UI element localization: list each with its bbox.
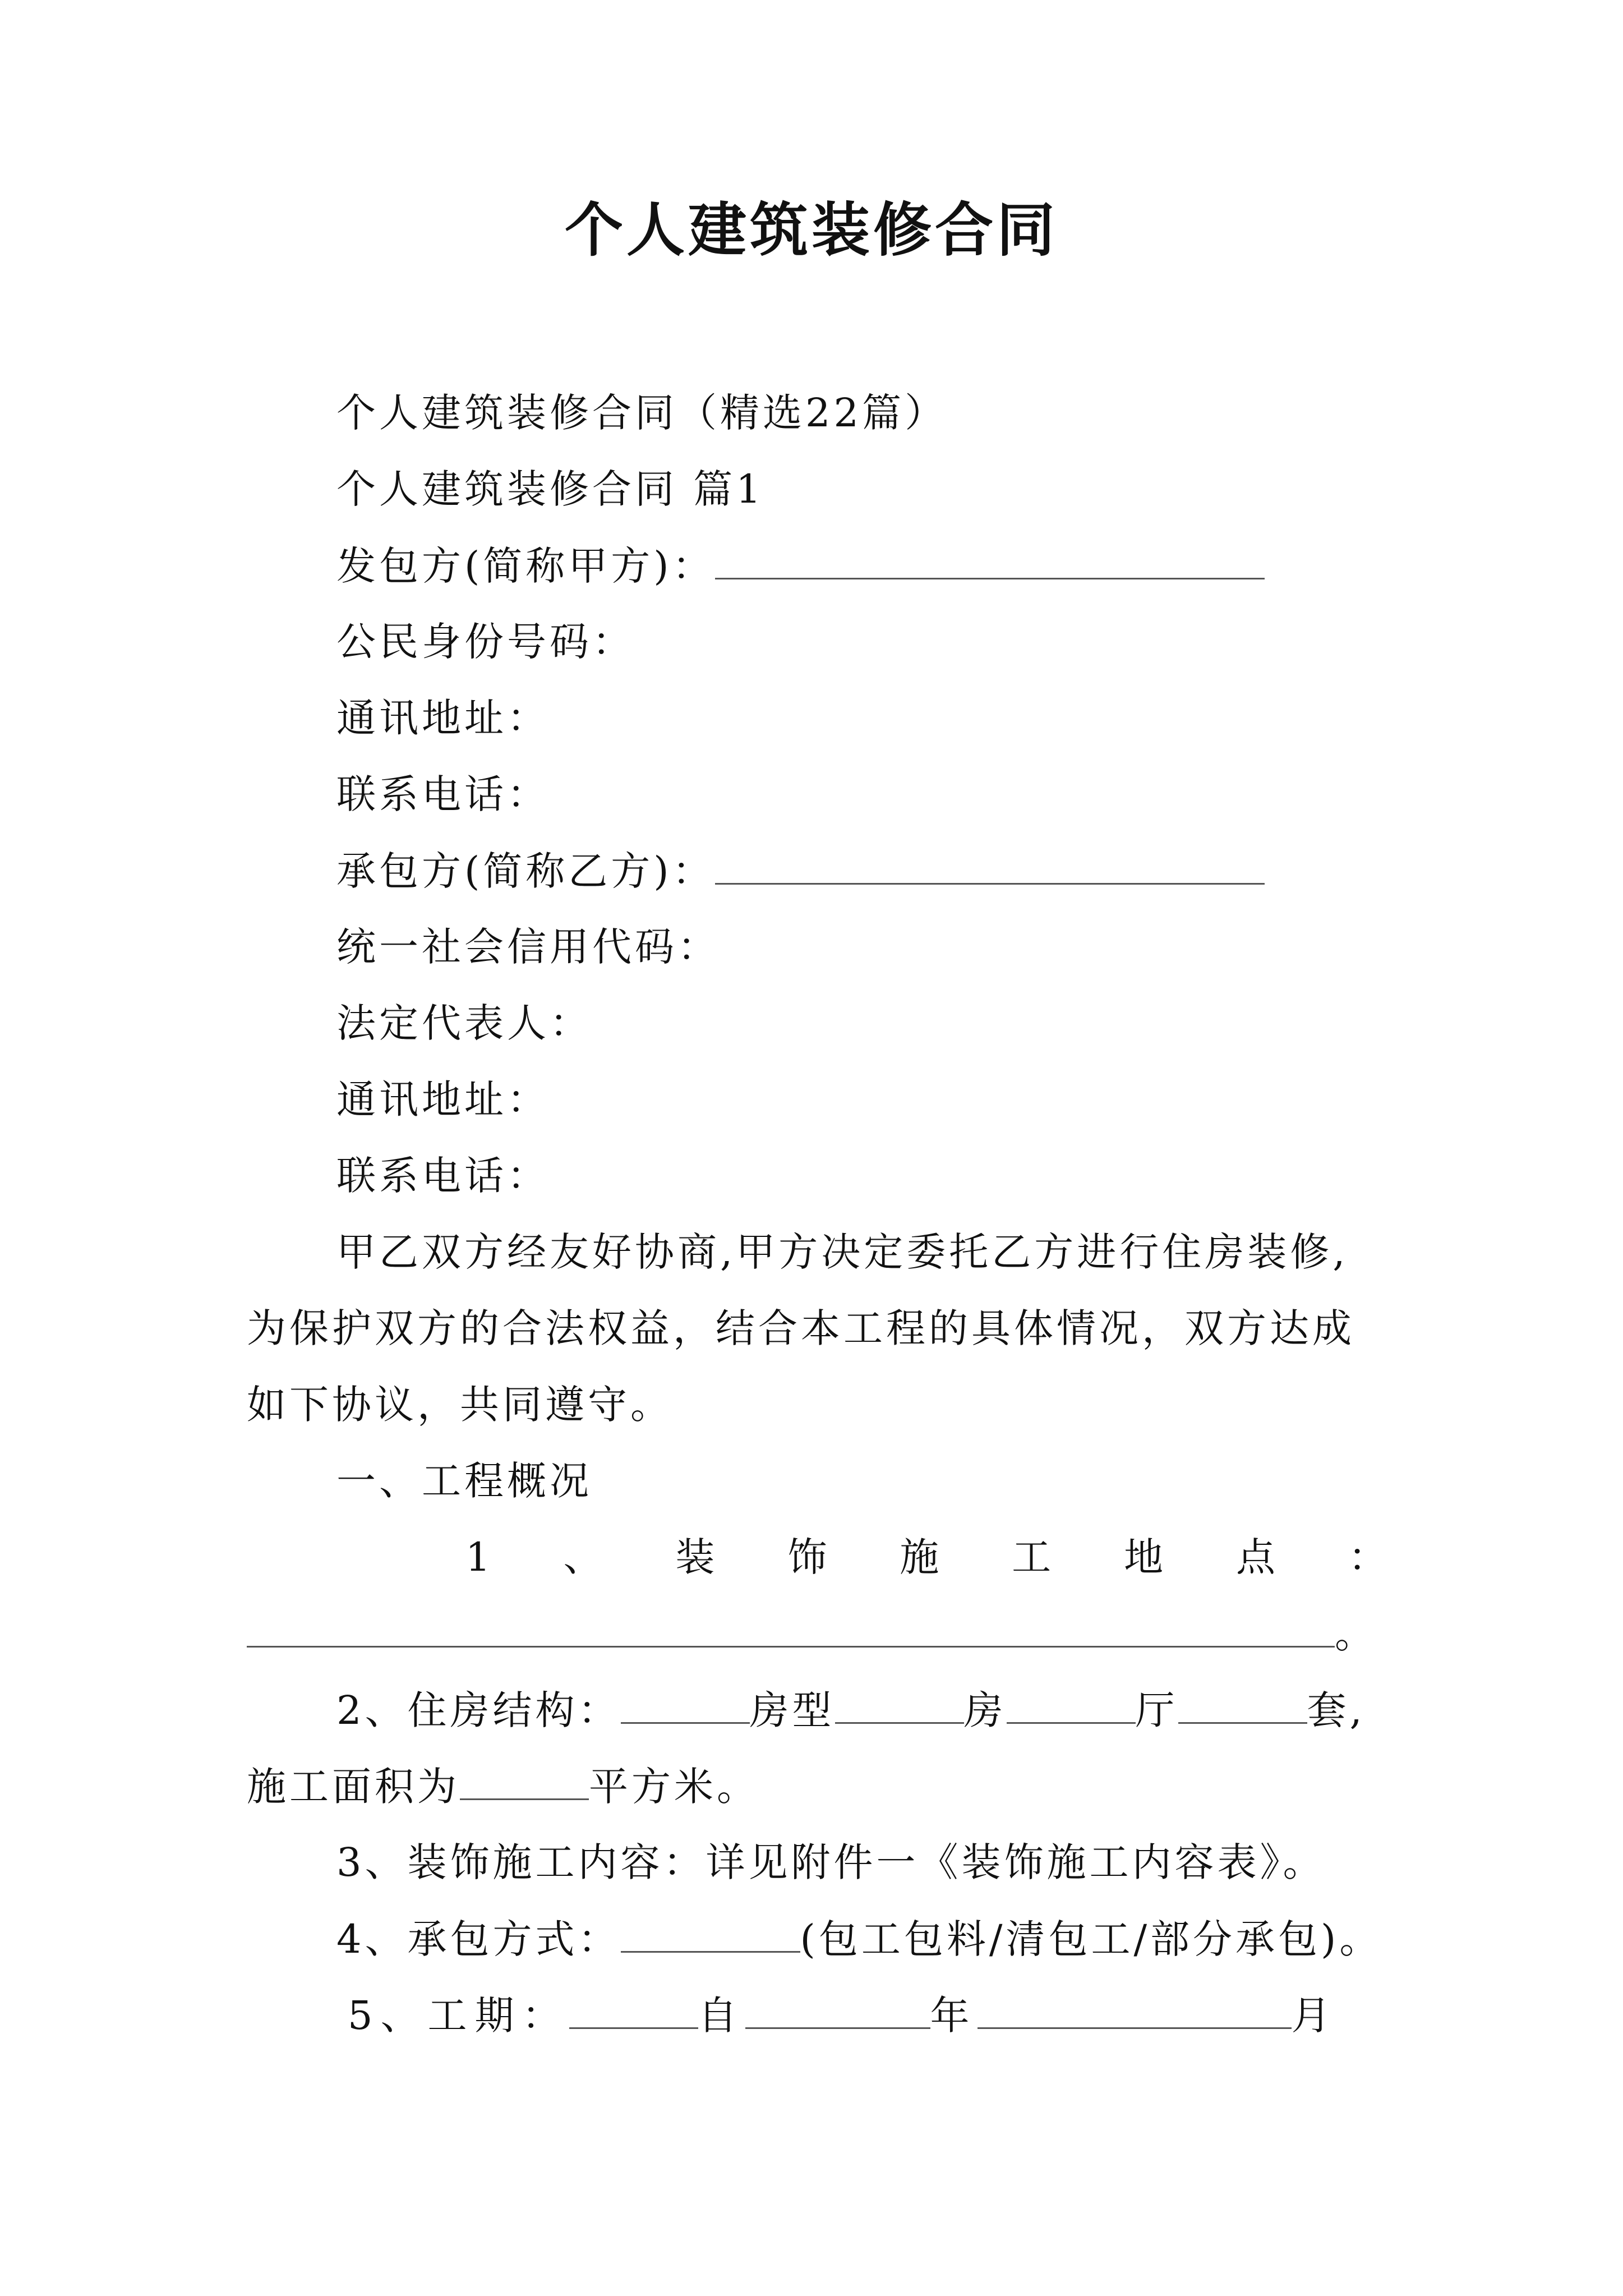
item5-nian: 年 xyxy=(930,1993,978,2039)
item1-char: 点 xyxy=(1236,1534,1279,1580)
credit-code-label: 统一社会信用代码： xyxy=(336,924,720,970)
item1-address-line xyxy=(247,1605,1377,1662)
start-month-blank[interactable] xyxy=(978,1987,1292,2029)
party-a-label: 发包方(简称甲方)： xyxy=(336,543,715,589)
item5-yue: 月 xyxy=(1291,1993,1339,2039)
party-b-line xyxy=(336,843,1265,899)
address-b-label: 通讯地址： xyxy=(336,1076,550,1122)
rooms-blank[interactable] xyxy=(835,1682,964,1724)
party-b-blank[interactable] xyxy=(715,843,1265,885)
document-title: 个人建筑装修合同 xyxy=(564,195,1058,264)
address-a-label: 通讯地址： xyxy=(336,695,550,741)
item1-char: 装 xyxy=(675,1534,718,1580)
item1-char: 1 xyxy=(465,1534,494,1580)
party-a-blank[interactable] xyxy=(715,537,1265,579)
item2-prefix: 2、住房结构： xyxy=(336,1687,621,1733)
item2-area-line xyxy=(247,1758,759,1815)
contract-method-blank[interactable] xyxy=(621,1911,800,1953)
item1-char: 施 xyxy=(900,1534,943,1580)
item5-zi: 自 xyxy=(698,1993,745,2039)
item1-char: 饰 xyxy=(787,1534,831,1580)
item3-line: 3、装饰施工内容：详见附件一《装饰施工内容表》。 xyxy=(336,1839,1326,1885)
sets-blank[interactable] xyxy=(1178,1682,1307,1724)
item5-line xyxy=(348,1987,1339,2044)
section-heading: 个人建筑装修合同 篇1 xyxy=(336,466,764,512)
duration-blank[interactable] xyxy=(569,1987,698,2029)
item1-char: 、 xyxy=(563,1534,606,1580)
intro-line-3: 如下协议，共同遵守。 xyxy=(247,1382,673,1428)
party-a-line xyxy=(336,537,1265,594)
area-blank[interactable] xyxy=(460,1758,589,1800)
id-number-label: 公民身份号码： xyxy=(336,619,635,665)
item2-line xyxy=(336,1682,1366,1738)
party-b-label: 承包方(简称乙方)： xyxy=(336,848,715,894)
item1-char: ： xyxy=(1348,1534,1391,1580)
halls-blank[interactable] xyxy=(1007,1682,1136,1724)
item4-suffix: (包工包料/清包工/部分承包)。 xyxy=(800,1916,1382,1962)
intro-line-1: 甲乙双方经友好协商,甲方决定委托乙方进行住房装修, xyxy=(336,1229,1349,1275)
start-year-blank[interactable] xyxy=(745,1987,930,2029)
intro-line-2: 为保护双方的合法权益，结合本工程的具体情况，双方达成 xyxy=(247,1305,1355,1351)
phone-b-label: 联系电话： xyxy=(336,1153,550,1199)
item2-fangxing: 房型 xyxy=(749,1687,835,1733)
item2-area-prefix: 施工面积为 xyxy=(247,1764,460,1810)
site-address-blank[interactable] xyxy=(247,1605,1335,1648)
item1-char: 地 xyxy=(1124,1534,1167,1580)
item2-ting: 厅 xyxy=(1135,1687,1178,1733)
item2-area-suffix: 平方米。 xyxy=(589,1764,759,1810)
item2-tao: 套, xyxy=(1307,1687,1366,1733)
item5-prefix: 5、工期： xyxy=(348,1993,569,2039)
item4-line xyxy=(336,1911,1382,1967)
item1-char: 工 xyxy=(1012,1534,1055,1580)
item2-fang: 房 xyxy=(963,1687,1007,1733)
document-subtitle: 个人建筑装修合同（精选22篇） xyxy=(336,390,948,436)
house-type-blank[interactable] xyxy=(621,1682,750,1724)
item4-prefix: 4、承包方式： xyxy=(336,1916,621,1962)
phone-a-label: 联系电话： xyxy=(336,771,550,817)
item1-line xyxy=(465,1529,1391,1585)
legal-rep-label: 法定代表人： xyxy=(336,1000,592,1046)
overview-heading: 一、工程概况 xyxy=(336,1458,592,1504)
item1-end: 。 xyxy=(1335,1611,1377,1657)
